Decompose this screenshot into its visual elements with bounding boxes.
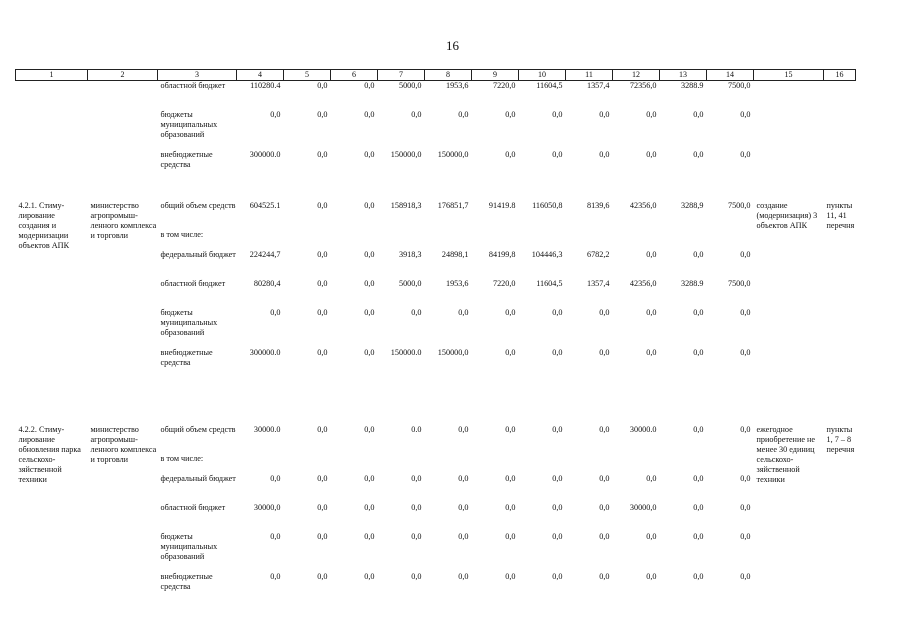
amount-cell: 0,0 bbox=[317, 81, 328, 90]
amount-cell bbox=[660, 454, 707, 474]
table-row bbox=[16, 201, 856, 230]
amount-cell: 0,0 bbox=[505, 347, 516, 357]
amount-cell: 0,0 bbox=[458, 109, 469, 119]
amount-cell: 0,0 bbox=[411, 473, 422, 483]
amount-cell: 0,0 bbox=[693, 307, 704, 317]
amount-cell: 224244,7 bbox=[249, 249, 281, 259]
amount-cell: 0,0 bbox=[364, 347, 375, 357]
amount-cell: 1953,6 bbox=[445, 81, 469, 90]
amount-cell: 104446,3 bbox=[531, 249, 563, 259]
column-header: 2 bbox=[88, 70, 158, 81]
amount-cell: 0,0 bbox=[317, 347, 328, 357]
column-header: 3 bbox=[158, 70, 237, 81]
amount-cell: 0,0 bbox=[317, 307, 328, 317]
table-row bbox=[16, 81, 856, 110]
amount-cell bbox=[566, 454, 613, 474]
amount-cell bbox=[613, 230, 660, 250]
amount-cell: 0,0 bbox=[599, 571, 610, 581]
amount-cell bbox=[519, 454, 566, 474]
amount-cell: 0,0 bbox=[740, 502, 751, 512]
column-header: 14 bbox=[707, 70, 754, 81]
amount-cell bbox=[472, 454, 519, 474]
expected-result-cell: ежегодное приобретение не менее 30 единиц сельскохо-зяйственной техники bbox=[756, 424, 816, 484]
spacer-cell bbox=[16, 179, 856, 201]
amount-cell: 1357,4 bbox=[586, 81, 610, 90]
amount-cell: 0,0 bbox=[458, 307, 469, 317]
amount-cell bbox=[378, 454, 425, 474]
amount-cell: 0,0 bbox=[646, 109, 657, 119]
amount-cell: 0,0 bbox=[740, 109, 751, 119]
amount-cell: 7500,0 bbox=[727, 81, 751, 90]
amount-cell: 300000.0 bbox=[249, 347, 281, 357]
amount-cell: 0,0 bbox=[270, 109, 281, 119]
amount-cell: 0,0 bbox=[364, 200, 375, 210]
column-header: 16 bbox=[824, 70, 856, 81]
funding-source-cell: бюджеты муниципальных образований bbox=[160, 531, 218, 561]
amount-cell: 91419.8 bbox=[488, 200, 516, 210]
amount-cell: 0,0 bbox=[599, 347, 610, 357]
amount-cell: 3288.9 bbox=[680, 278, 704, 288]
spacer-cell bbox=[16, 377, 856, 425]
amount-cell: 0,0 bbox=[364, 81, 375, 90]
expected-result-cell bbox=[754, 81, 824, 179]
amount-cell: 0,0 bbox=[270, 307, 281, 317]
table-row bbox=[16, 425, 856, 454]
amount-cell: 0,0 bbox=[317, 531, 328, 541]
amount-cell: 0,0 bbox=[317, 473, 328, 483]
amount-cell: 0,0 bbox=[552, 502, 563, 512]
amount-cell: 0,0 bbox=[505, 502, 516, 512]
amount-cell bbox=[660, 230, 707, 250]
amount-cell: 0,0 bbox=[505, 109, 516, 119]
funding-source-cell: федеральный бюджет bbox=[160, 473, 236, 483]
executor-cell: министерство агропромыш-ленного комплекса и торговли bbox=[90, 424, 157, 464]
amount-cell: 30000,0 bbox=[629, 502, 657, 512]
amount-cell bbox=[378, 230, 425, 250]
amount-cell: 0,0 bbox=[693, 149, 704, 159]
amount-cell: 7500,0 bbox=[727, 278, 751, 288]
amount-cell: 0,0 bbox=[270, 571, 281, 581]
amount-cell: 24898,1 bbox=[441, 249, 469, 259]
amount-cell: 0,0 bbox=[693, 249, 704, 259]
amount-cell: 30000.0 bbox=[253, 424, 281, 434]
amount-cell: 11604,5 bbox=[536, 278, 563, 288]
program-budget-table bbox=[15, 69, 856, 601]
amount-cell: 0,0 bbox=[411, 109, 422, 119]
amount-cell: 0,0 bbox=[364, 149, 375, 159]
reference-cell: пункты 11, 41 перечня bbox=[826, 200, 855, 230]
column-header: 1 bbox=[16, 70, 88, 81]
column-header: 12 bbox=[613, 70, 660, 81]
amount-cell bbox=[566, 230, 613, 250]
amount-cell: 0,0 bbox=[317, 109, 328, 119]
amount-cell: 0,0 bbox=[693, 571, 704, 581]
amount-cell: 604525.1 bbox=[249, 200, 281, 210]
amount-cell: 5000,0 bbox=[398, 278, 422, 288]
amount-cell: 0,0 bbox=[599, 473, 610, 483]
amount-cell: 0,0 bbox=[317, 571, 328, 581]
amount-cell: 0,0 bbox=[317, 278, 328, 288]
amount-cell: 0,0 bbox=[599, 502, 610, 512]
amount-cell: 0,0 bbox=[411, 307, 422, 317]
block-spacer bbox=[16, 377, 856, 425]
funding-source-cell: областной бюджет bbox=[160, 278, 226, 288]
amount-cell: 1953,6 bbox=[445, 278, 469, 288]
amount-cell: 0,0 bbox=[458, 571, 469, 581]
amount-cell: 0,0 bbox=[364, 249, 375, 259]
amount-cell: 0,0 bbox=[740, 307, 751, 317]
column-header: 11 bbox=[566, 70, 613, 81]
amount-cell: 0,0 bbox=[505, 531, 516, 541]
amount-cell: 0,0 bbox=[364, 473, 375, 483]
funding-source-cell: в том числе: bbox=[160, 453, 204, 463]
funding-source-cell: общий объем средств bbox=[160, 424, 236, 434]
amount-cell: 11604,5 bbox=[536, 81, 563, 90]
amount-cell bbox=[425, 454, 472, 474]
amount-cell: 0,0 bbox=[552, 473, 563, 483]
amount-cell: 80280,4 bbox=[253, 278, 281, 288]
amount-cell: 42356,0 bbox=[629, 200, 657, 210]
amount-cell: 0,0 bbox=[646, 249, 657, 259]
amount-cell bbox=[284, 454, 331, 474]
amount-cell: 0,0 bbox=[740, 473, 751, 483]
amount-cell: 0,0 bbox=[693, 347, 704, 357]
amount-cell: 0,0 bbox=[552, 571, 563, 581]
amount-cell: 150000,0 bbox=[437, 347, 469, 357]
column-header: 6 bbox=[331, 70, 378, 81]
column-header: 8 bbox=[425, 70, 472, 81]
amount-cell: 110280.4 bbox=[250, 81, 281, 90]
funding-source-cell: областной бюджет bbox=[160, 81, 226, 90]
column-header: 15 bbox=[754, 70, 824, 81]
amount-cell bbox=[613, 454, 660, 474]
funding-source-cell: федеральный бюджет bbox=[160, 249, 236, 259]
amount-cell: 0,0 bbox=[411, 531, 422, 541]
page-number: 16 bbox=[446, 38, 459, 53]
amount-cell: 0,0 bbox=[693, 531, 704, 541]
amount-cell: 0,0 bbox=[646, 149, 657, 159]
amount-cell: 0,0 bbox=[364, 109, 375, 119]
amount-cell: 0,0 bbox=[693, 109, 704, 119]
amount-cell: 0,0 bbox=[646, 307, 657, 317]
funding-source-cell: в том числе: bbox=[160, 229, 204, 239]
amount-cell: 0,0 bbox=[552, 149, 563, 159]
amount-cell bbox=[237, 454, 284, 474]
amount-cell: 0,0 bbox=[552, 424, 563, 434]
amount-cell bbox=[331, 230, 378, 250]
amount-cell: 0,0 bbox=[317, 149, 328, 159]
amount-cell: 0,0 bbox=[740, 149, 751, 159]
amount-cell: 72356,0 bbox=[629, 81, 657, 90]
amount-cell: 3918,3 bbox=[398, 249, 422, 259]
block-spacer bbox=[16, 179, 856, 201]
amount-cell: 0,0 bbox=[505, 307, 516, 317]
column-header: 13 bbox=[660, 70, 707, 81]
amount-cell: 0,0 bbox=[270, 473, 281, 483]
amount-cell bbox=[519, 230, 566, 250]
amount-cell: 0,0 bbox=[646, 571, 657, 581]
column-number-row bbox=[16, 70, 856, 81]
amount-cell: 7500,0 bbox=[727, 200, 751, 210]
amount-cell: 0,0 bbox=[505, 424, 516, 434]
amount-cell: 42356,0 bbox=[629, 278, 657, 288]
amount-cell: 6782,2 bbox=[586, 249, 610, 259]
amount-cell: 0,0 bbox=[740, 424, 751, 434]
amount-cell: 0,0 bbox=[740, 249, 751, 259]
funding-source-cell: областной бюджет bbox=[160, 502, 226, 512]
amount-cell: 0,0 bbox=[740, 531, 751, 541]
funding-source-cell: общий объем средств bbox=[160, 200, 236, 210]
amount-cell: 0,0 bbox=[693, 424, 704, 434]
amount-cell: 0,0 bbox=[599, 109, 610, 119]
amount-cell: 0,0 bbox=[364, 531, 375, 541]
amount-cell: 0,0 bbox=[364, 307, 375, 317]
reference-cell bbox=[824, 81, 856, 179]
amount-cell: 0,0 bbox=[599, 307, 610, 317]
amount-cell: 0,0 bbox=[693, 473, 704, 483]
amount-cell bbox=[472, 230, 519, 250]
amount-cell: 0.0 bbox=[411, 424, 422, 434]
amount-cell: 0,0 bbox=[364, 571, 375, 581]
measure-code-cell: 4.2.1. Стиму-лирование создания и модернизации объектов АПК bbox=[18, 200, 70, 250]
amount-cell: 150000.0 bbox=[390, 347, 422, 357]
amount-cell: 7220,0 bbox=[492, 81, 516, 90]
amount-cell: 3288.9 bbox=[680, 81, 704, 90]
amount-cell bbox=[707, 230, 754, 250]
amount-cell: 0,0 bbox=[364, 424, 375, 434]
reference-cell: пункты 1, 7 – 8 перечня bbox=[826, 424, 855, 454]
amount-cell: 0,0 bbox=[411, 571, 422, 581]
funding-source-cell: внебюджетные средства bbox=[160, 571, 213, 591]
amount-cell: 3288,9 bbox=[680, 200, 704, 210]
table-body bbox=[16, 70, 856, 601]
measure-code-cell: 4.2.2. Стиму-лирование обновления парка сельскохо-зяйственной техники bbox=[18, 424, 81, 484]
amount-cell: 150000,0 bbox=[437, 149, 469, 159]
column-header: 10 bbox=[519, 70, 566, 81]
amount-cell: 0,0 bbox=[740, 347, 751, 357]
funding-source-cell: внебюджетные средства bbox=[160, 149, 213, 169]
amount-cell: 30000,0 bbox=[253, 502, 281, 512]
amount-cell: 0,0 bbox=[646, 473, 657, 483]
amount-cell: 0,0 bbox=[599, 149, 610, 159]
amount-cell: 0,0 bbox=[458, 502, 469, 512]
amount-cell: 30000.0 bbox=[629, 424, 657, 434]
amount-cell: 0,0 bbox=[317, 249, 328, 259]
amount-cell: 0,0 bbox=[646, 347, 657, 357]
amount-cell: 0,0 bbox=[317, 502, 328, 512]
amount-cell: 0,0 bbox=[552, 531, 563, 541]
amount-cell: 5000,0 bbox=[398, 81, 422, 90]
executor-cell: министерство агропромыш-ленного комплекса и торговли bbox=[90, 200, 157, 240]
amount-cell: 0,0 bbox=[552, 307, 563, 317]
amount-cell: 0,0 bbox=[505, 571, 516, 581]
amount-cell: 0,0 bbox=[317, 200, 328, 210]
amount-cell: 176851,7 bbox=[437, 200, 469, 210]
amount-cell: 0,0 bbox=[364, 502, 375, 512]
amount-cell: 1357,4 bbox=[586, 278, 610, 288]
amount-cell: 0,0 bbox=[458, 531, 469, 541]
amount-cell: 0,0 bbox=[458, 473, 469, 483]
amount-cell: 0,0 bbox=[599, 424, 610, 434]
column-header: 7 bbox=[378, 70, 425, 81]
amount-cell: 116050,8 bbox=[532, 200, 563, 210]
amount-cell: 0,0 bbox=[505, 473, 516, 483]
amount-cell: 0,0 bbox=[458, 424, 469, 434]
amount-cell bbox=[237, 230, 284, 250]
amount-cell: 0,0 bbox=[646, 531, 657, 541]
column-header: 5 bbox=[284, 70, 331, 81]
executor-cell bbox=[88, 81, 158, 179]
amount-cell: 0,0 bbox=[317, 424, 328, 434]
amount-cell: 0,0 bbox=[599, 531, 610, 541]
expected-result-cell: создание (модернизация) 3 объектов АПК bbox=[756, 200, 818, 230]
amount-cell bbox=[707, 454, 754, 474]
amount-cell: 7220,0 bbox=[492, 278, 516, 288]
amount-cell: 300000.0 bbox=[249, 149, 281, 159]
amount-cell: 0,0 bbox=[411, 502, 422, 512]
amount-cell: 0,0 bbox=[505, 149, 516, 159]
measure-code-cell bbox=[16, 81, 88, 179]
amount-cell: 84199,8 bbox=[488, 249, 516, 259]
amount-cell: 0,0 bbox=[270, 531, 281, 541]
column-header: 9 bbox=[472, 70, 519, 81]
funding-source-cell: бюджеты муниципальных образований bbox=[160, 109, 218, 139]
amount-cell: 0,0 bbox=[552, 347, 563, 357]
amount-cell: 0,0 bbox=[740, 571, 751, 581]
funding-source-cell: бюджеты муниципальных образований bbox=[160, 307, 218, 337]
amount-cell: 150000,0 bbox=[390, 149, 422, 159]
funding-source-cell: внебюджетные средства bbox=[160, 347, 213, 367]
amount-cell: 0,0 bbox=[552, 109, 563, 119]
amount-cell bbox=[425, 230, 472, 250]
amount-cell: 0,0 bbox=[364, 278, 375, 288]
amount-cell: 158918,3 bbox=[390, 200, 422, 210]
column-header: 4 bbox=[237, 70, 284, 81]
amount-cell: 8139,6 bbox=[586, 200, 610, 210]
amount-cell bbox=[331, 454, 378, 474]
amount-cell: 0,0 bbox=[693, 502, 704, 512]
amount-cell bbox=[284, 230, 331, 250]
